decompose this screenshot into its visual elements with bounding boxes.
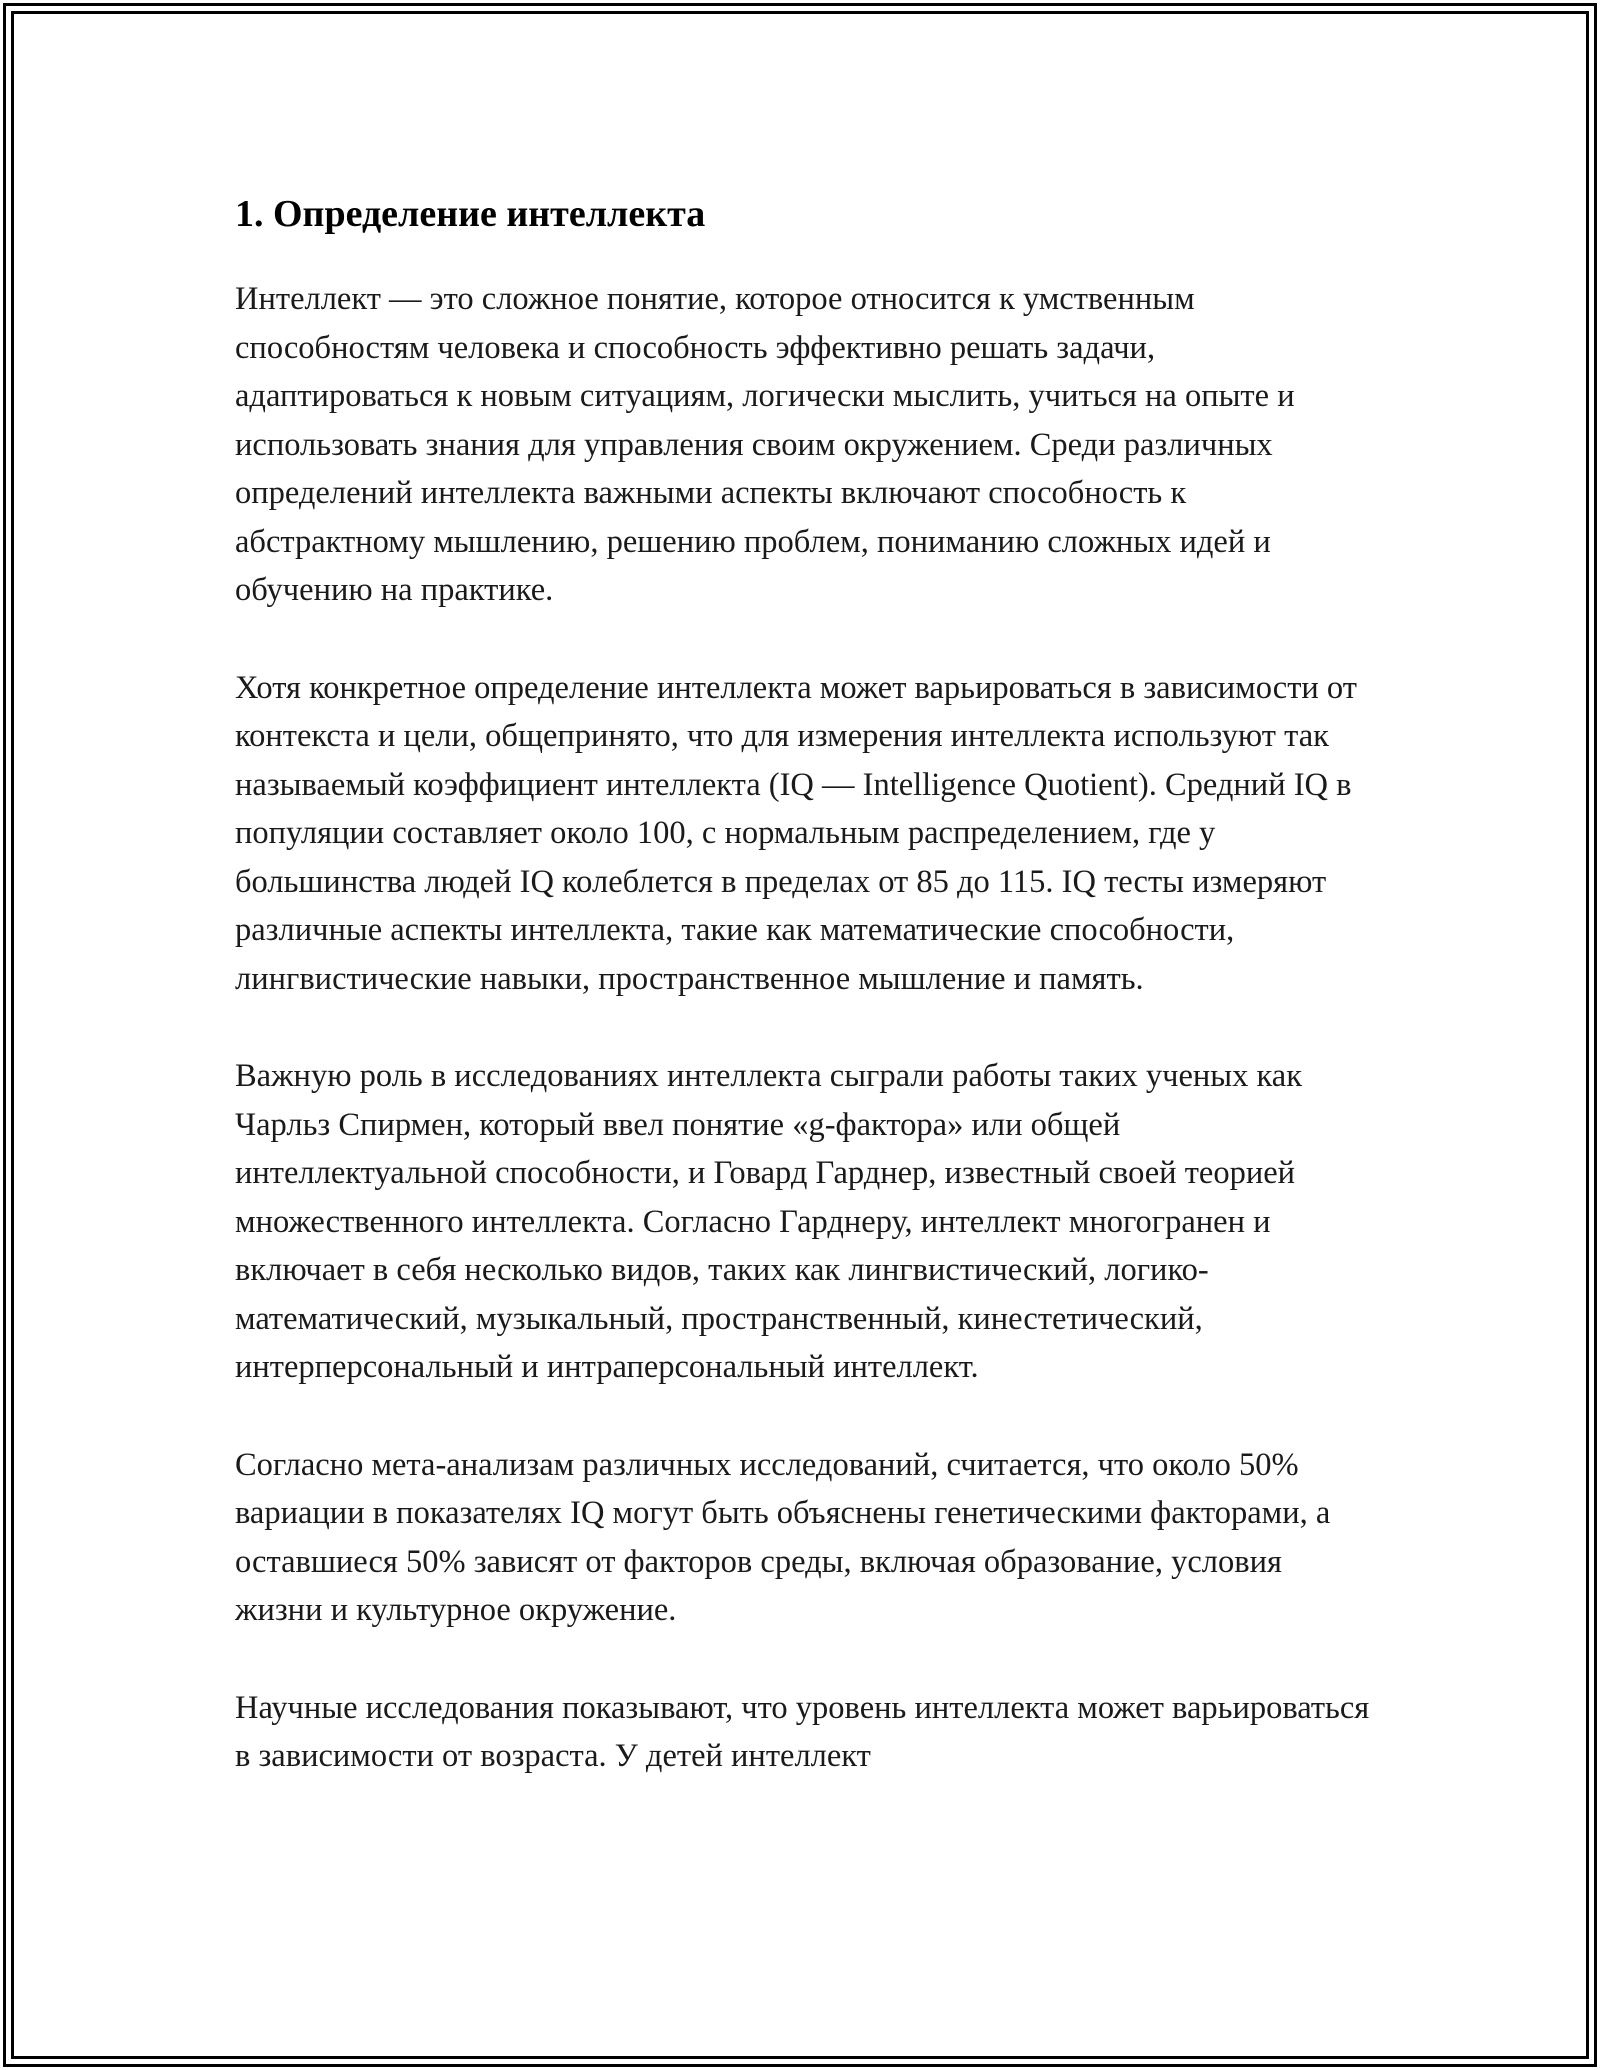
paragraph-definition: Интеллект — это сложное понятие, которое относится к умственным способностям человека и способность эффективно решать задачи, адаптироваться к новым ситуациям, логически мыслить, учиться на опыте и использовать знания для управления своим окружением. Среди различных определений интеллекта важными аспекты включают способность к абстрактному мышлению, решению проблем, пониманию сложных идей и обучению на практике. [235,281,1295,608]
paragraph-iq-measurement: Хотя конкретное определение интеллекта может варьироваться в зависимости от контекста и цели, общепринято, что для измерения интеллекта используют так называемый коэффициент интеллекта (IQ — Intelligence Quotient). Средний IQ в популяции составляет около 100, с нормальным распределением, где у большинства людей IQ колеблется в пределах от 85 до 115. IQ тесты измеряют различные аспекты интеллекта, такие как математические способности, лингвистические навыки, пространственное мышление и память. [235,669,1357,997]
section-heading: 1. Определение интеллекта [235,193,706,235]
document-body [235,183,1375,1830]
paragraph-researchers: Важную роль в исследованиях интеллекта сыграли работы таких ученых как Чарльз Спирмен, который ввел понятие «g-фактора» или общей интеллектуальной способности, и Говард Гарднер, известный своей теорией множественного интеллекта. Согласно Гарднеру, интеллект многогранен и включает в себя несколько видов, таких как лингвистический, логико-математический, музыкальный, пространственный, кинестетический, интерперсональный и интраперсональный интеллект. [235,1058,1302,1385]
paragraph-age: Научные исследования показывают, что уровень интеллекта может варьироваться в зависимости от возраста. У детей интеллект [235,1689,1370,1774]
paragraph-heritability: Согласно мета-анализам различных исследований, считается, что около 50% вариации в показателях IQ могут быть объяснены генетическими факторами, а оставшиеся 50% зависят от факторов среды, включая образование, условия жизни и культурное окружение. [235,1446,1331,1628]
